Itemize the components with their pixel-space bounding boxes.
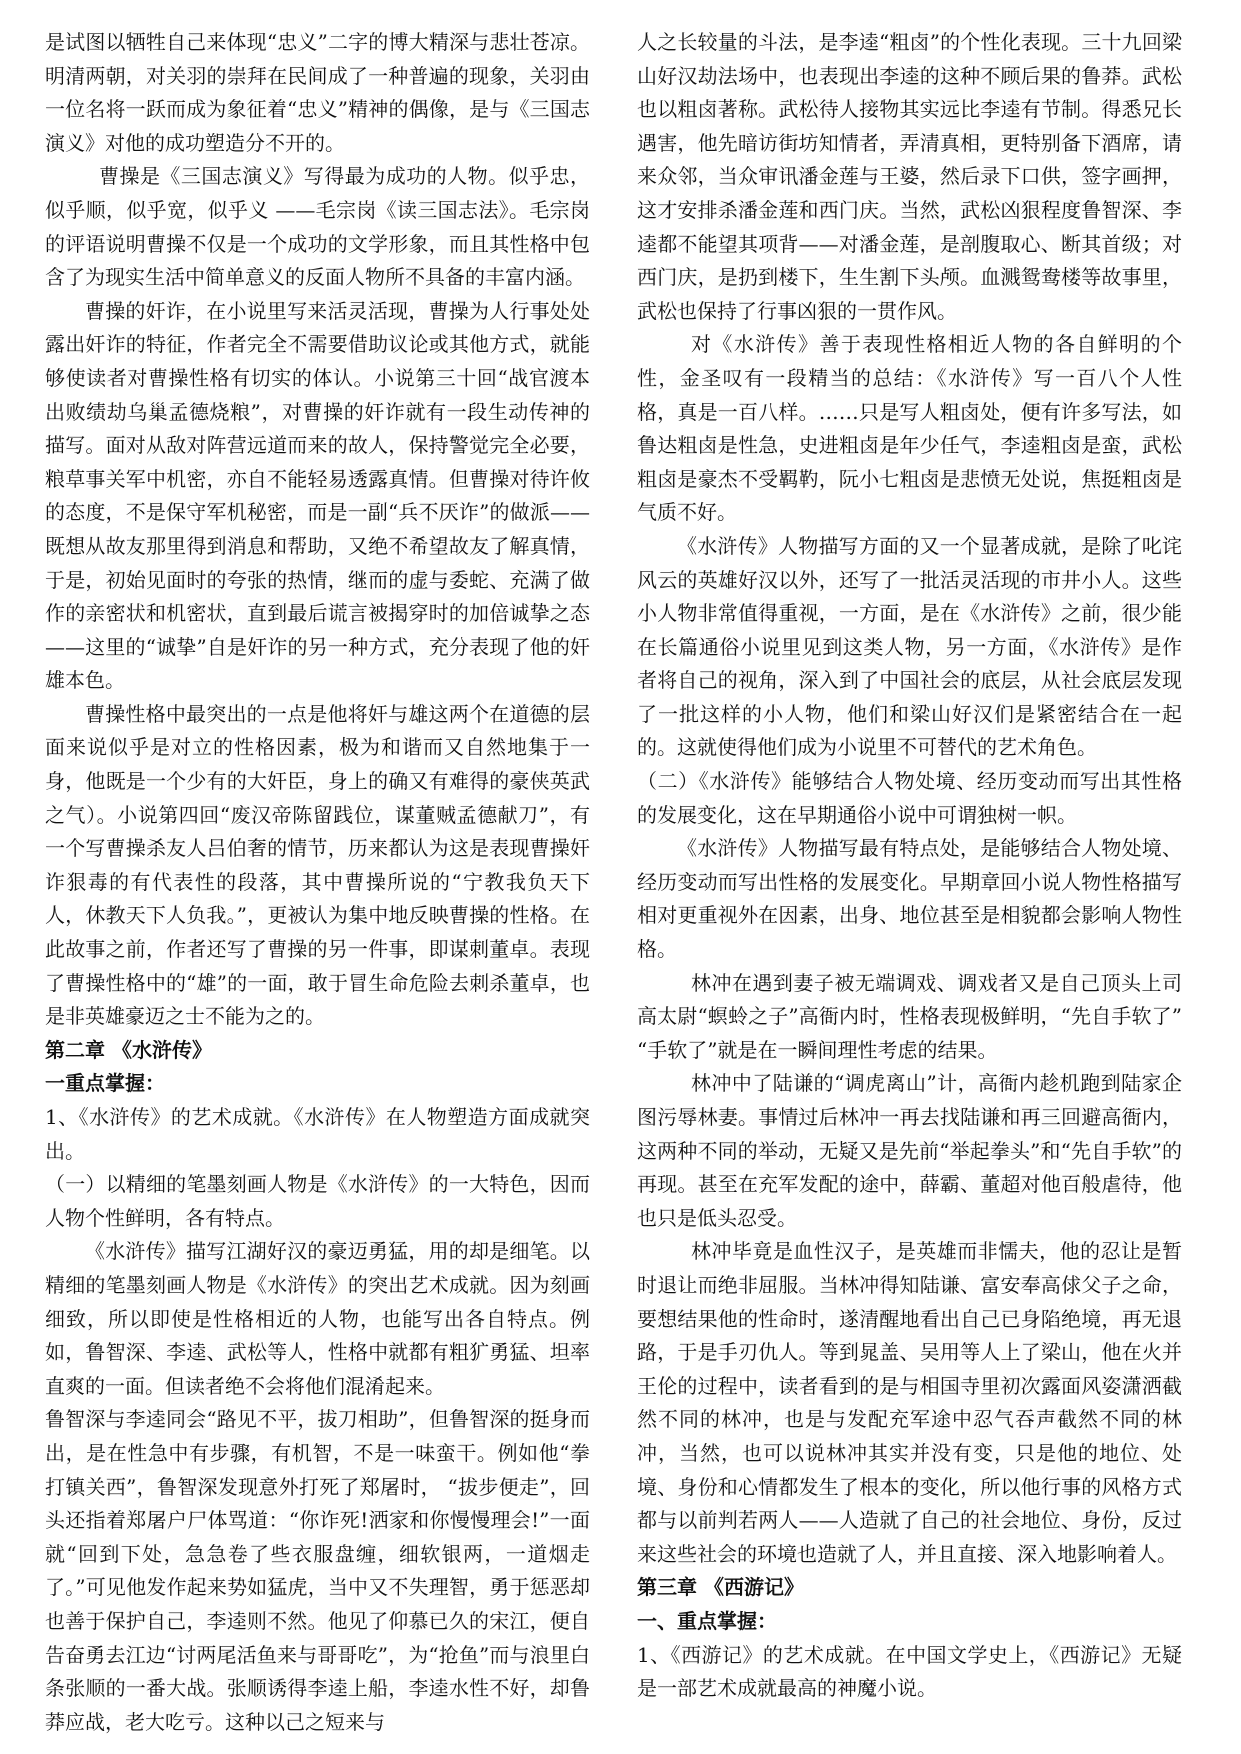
left-column: [45, 26, 590, 1739]
right-column: [637, 26, 1182, 1706]
paragraph: 人之长较量的斗法，是李逵“粗卤”的个性化表现。三十九回梁山好汉劫法场中，也表现出李逵的这种不顾后果的鲁莽。武松也以粗卤著称。武松待人接物其实远比李逵有节制。得悉兄长遇害，他先暗访街坊知情者，弄清真相，更特别备下酒席，请来众邻，当众审讯潘金莲与王婆，然后录下口供，签字画押，这才安排杀潘金莲和西门庆。当然，武松凶狠程度鲁智深、李逵都不能望其项背——对潘金莲，是剖腹取心、断其首级；对西门庆，是扔到楼下，生生割下头颅。血溅鸳鸯楼等故事里，武松也保持了行事凶狠的一贯作风。: [637, 30, 1182, 323]
paragraph: 《水浒传》描写江湖好汉的豪迈勇猛，用的却是细笔。以精细的笔墨刻画人物是《水浒传》的突出艺术成就。因为刻画细致，所以即使是性格相近的人物，也能写出各自特点。例如，鲁智深、李逵、武松等人，性格中就都有粗犷勇猛、坦率直爽的一面。但读者绝不会将他们混淆起来。: [45, 1239, 590, 1398]
paragraph: 曹操性格中最突出的一点是他将奸与雄这两个在道德的层面来说似乎是对立的性格因素，极为和谐而又自然地集于一身，他既是一个少有的大奸臣，身上的确又有难得的豪侠英武之气）。小说第四回“废汉帝陈留践位，谋董贼孟德献刀”，有一个写曹操杀友人吕伯奢的情节，历来都认为这是表现曹操奸诈狠毒的有代表性的段落，其中曹操所说的“宁教我负天下人，休教天下人负我。”，更被认为集中地反映曹操的性格。在此故事之前，作者还写了曹操的另一件事，即谋刺董卓。表现了曹操性格中的“雄”的一面，敢于冒生命危险去刺杀董卓，也是非英雄豪迈之士不能为之的。: [45, 701, 590, 1029]
paragraph: 《水浒传》人物描写方面的又一个显著成就，是除了叱诧风云的英雄好汉以外，还写了一批活灵活现的市井小人。这些小人物非常值得重视，一方面，是在《水浒传》之前，很少能在长篇通俗小说里见到这类人物，另一方面，《水浒传》是作者将自己的视角，深入到了中国社会的底层，从社会底层发现了一批这样的小人物，他们和梁山好汉们是紧密结合在一起的。这就使得他们成为小说里不可替代的艺术角色。: [637, 533, 1182, 760]
paragraph: 林冲在遇到妻子被无端调戏、调戏者又是自己顶头上司高太尉“螟蛉之子”高衙内时，性格表现极鲜明，“先自手软了” “手软了”就是在一瞬间理性考虑的结果。: [637, 970, 1182, 1062]
paragraph: 1、《西游记》的艺术成就。在中国文学史上，《西游记》无疑是一部艺术成就最高的神魔小说。: [637, 1642, 1182, 1701]
paragraph: 1、《水浒传》的艺术成就。《水浒传》在人物塑造方面成就突出。: [45, 1105, 590, 1163]
paragraph: 林冲毕竟是血性汉子，是英雄而非懦夫，他的忍让是暂时退让而绝非屈服。当林冲得知陆谦、富安奉高俅父子之命，要想结果他的性命时，遂清醒地看出自己已身陷绝境，再无退路，于是手刃仇人。等到晁盖、吴用等人上了梁山，他在火并王伦的过程中，读者看到的是与相国寺里初次露面风姿潇洒截然不同的林冲，也是与发配充军途中忍气吞声截然不同的林冲，当然，也可以说林冲其实并没有变，只是他的地位、处境、身份和心情都发生了根本的变化，所以他行事的风格方式都与以前判若两人——人造就了自己的社会地位、身份，反过来这些社会的环境也造就了人，并且直接、深入地影响着人。: [637, 1239, 1182, 1566]
paragraph: 曹操的奸诈，在小说里写来活灵活现，曹操为人行事处处露出奸诈的特征，作者完全不需要借助议论或其他方式，就能够使读者对曹操性格有切实的体认。小说第三十回“战官渡本出败绩劫乌巢孟德烧粮”，对曹操的奸诈就有一段生动传神的描写。面对从敌对阵营远道而来的故人，保持警觉完全必要，粮草事关军中机密，亦自不能轻易透露真情。但曹操对待许攸的态度，不是保守军机秘密，而是一副“兵不厌诈”的做派——既想从故友那里得到消息和帮助，又绝不希望故友了解真情，于是，初始见面时的夸张的热情，继而的虚与委蛇、充满了做作的亲密状和机密状，直到最后谎言被揭穿时的加倍诚挚之态——这里的“诚挚”自是奸诈的另一种方式，充分表现了他的奸雄本色。: [45, 298, 590, 693]
paragraph: 《水浒传》人物描写最有特点处，是能够结合人物处境、经历变动而写出性格的发展变化。早期章回小说人物性格描写相对更重视外在因素，出身、地位甚至是相貌都会影响人物性格。: [637, 836, 1182, 962]
chapter-heading: 第三章 《西游记》: [637, 1575, 804, 1600]
section-heading: 一重点掌握：: [45, 1071, 165, 1096]
paragraph: （一）以精细的笔墨刻画人物是《水浒传》的一大特色，因而人物个性鲜明，各有特点。: [45, 1172, 590, 1230]
paragraph: （二）《水浒传》能够结合人物处境、经历变动而写出其性格的发展变化，这在早期通俗小说中可谓独树一帜。: [637, 769, 1182, 827]
paragraph: 鲁智深与李逵同会“路见不平，拔刀相助”，但鲁智深的挺身而出，是在性急中有步骤，有机智，不是一味蛮干。例如他“拳打镇关西”，鲁智深发现意外打死了郑屠时， “拔步便走”，回头还指着郑屠户尸体骂道：“你诈死!洒家和你慢慢理会!”一面就“回到下处，急急卷了些衣服盘缠，细软银两，一道烟走了。”可见他发作起来势如猛虎，当中又不失理智，勇于惩恶却也善于保护自己，李逵则不然。他见了仰慕已久的宋江，便自告奋勇去江边“讨两尾活鱼来与哥哥吃”，为“抢鱼”而与浪里白条张顺的一番大战。张顺诱得李逵上船，李逵水性不好，却鲁莽应战，老大吃亏。这种以己之短来与: [45, 1407, 590, 1734]
paragraph: 曹操是《三国志演义》写得最为成功的人物。似乎忠，似乎顺，似乎宽，似乎义 ——毛宗岗《读三国志法》。毛宗岗的评语说明曹操不仅是一个成功的文学形象，而且其性格中包含了为现实生活中简单意义的反面人物所不具备的丰富内涵。: [45, 164, 590, 290]
paragraph: 是试图以牺牲自己来体现“忠义”二字的博大精深与悲壮苍凉。明清两朝，对关羽的崇拜在民间成了一种普遍的现象，关羽由一位名将一跃而成为象征着“忠义”精神的偶像，是与《三国志演义》对他的成功塑造分不开的。: [45, 30, 590, 155]
paragraph: 林冲中了陆谦的“调虎离山”计，高衙内趁机跑到陆家企图污辱林妻。事情过后林冲一再去找陆谦和再三回避高衙内，这两种不同的举动，无疑又是先前“举起拳头”和“先自手软”的再现。甚至在充军发配的途中，薛霸、董超对他百般虐待，他也只是低头忍受。: [637, 1071, 1182, 1230]
paragraph: 对《水浒传》善于表现性格相近人物的各自鲜明的个性，金圣叹有一段精当的总结：《水浒传》写一百八个人性格，真是一百八样。……只是写人粗卤处，便有许多写法，如鲁达粗卤是性急，史进粗卤是年少任气，李逵粗卤是蛮，武松粗卤是豪杰不受羁靮，阮小七粗卤是悲愤无处说，焦挺粗卤是气质不好。: [637, 332, 1182, 525]
chapter-heading: 第二章 《水浒传》: [45, 1037, 212, 1062]
section-heading: 一、重点掌握：: [637, 1608, 777, 1633]
